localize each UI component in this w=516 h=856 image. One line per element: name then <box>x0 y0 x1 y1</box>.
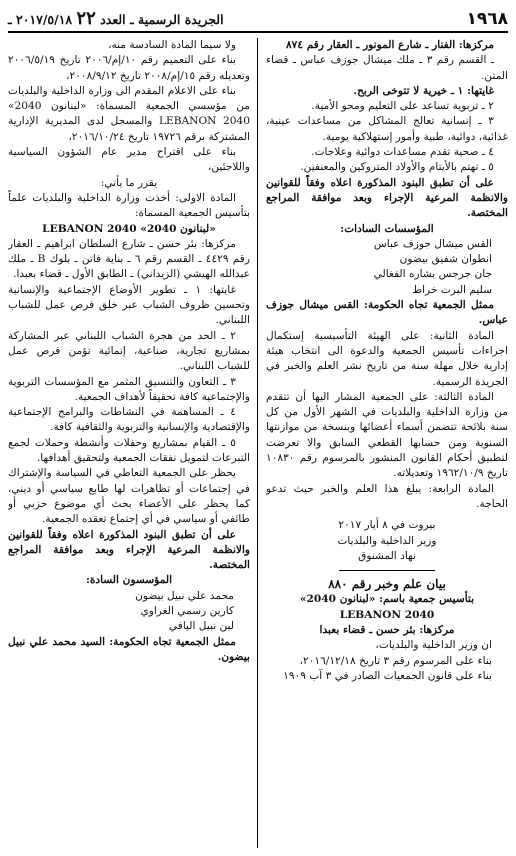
paragraph: على أن تطبق البنود المذكورة اعلاه وفقاً للقوانين والانظمة المرعية الإجراء وبعد موافقة المراجع المختصة. <box>8 528 250 572</box>
paragraph: انطوان شفيق بيضون <box>399 253 492 266</box>
paragraph: على أن تطبق البنود المذكورة اعلاه وفقاً للقوانين والانظمة المرعية الإجراء وبعد موافقة المراجع المختصة. <box>266 176 508 220</box>
paragraph: مركزها: بئر حسن ـ شارع السلطان ابراهيم ـ العقار رقم ٤٤٢٩ ـ القسم رقم ٦ ـ بناية فاتن ـ بلوك B ـ ملك عبدالله الهيشي (الزيداني) ـ الطابق الأول ـ قضاء بعبدا. <box>8 237 250 281</box>
paragraph: المادة الثالثة: على الجمعية المشار اليها أن تتقدم من وزارة الداخلية والبلديات في الشهر الأول من كل سنة بلائحة تتضمن أسماء أعضائها وبنسخة من موازنتها السنوية ومن حسابها القطعي السابق والا تعرضت لتطبيق أحكام القانون المنشور بالمرسوم رقم ١٠٨٣٠ تاريخ ١٩٦٢/١٠/٩ وتعديلاته. <box>266 390 508 480</box>
paragraph: «لبنانون 2040» LEBANON 2040 <box>42 222 216 235</box>
separator-rule <box>339 570 436 571</box>
column-divider <box>257 38 258 848</box>
issue-date: ٢٠١٧/٥/١٨ ـ <box>8 12 73 27</box>
paragraph: المؤسسات السادات: <box>340 222 434 235</box>
paragraph: بناء على اقتراح مدير عام الشؤون السياسية واللاجئين، <box>8 146 250 174</box>
gazette-title <box>8 8 224 29</box>
paragraph: ممثل الجمعية تجاه الحكومة: القس ميشال جوزف عباس. <box>266 299 508 327</box>
notice-subject: بتأسيس جمعية باسم: «لبنانون 2040» <box>299 593 475 606</box>
notice-line: بناء على قانون الجمعيات الصادر في ٣ آب ١٩٠٩ <box>283 669 492 682</box>
gazette-name: الجريدة الرسمية ـ العدد <box>100 12 224 27</box>
paragraph: المادة الرابعة: يبلغ هذا العلم والخبر حيث تدعو الحاجة. <box>266 482 508 510</box>
paragraph: محمد علي نبيل بيضون <box>135 589 234 602</box>
paragraph: بناء على التعميم رقم ١٠/إم/٢٠٠٦ تاريخ ٢٠٠٦/٥/١٩ وتعديله رقم ١٥/إم/٢٠٠٨ تاريخ ٢٠٠٨/٩/١٢، <box>8 54 250 82</box>
paragraph: المؤسسون السادة: <box>85 574 173 587</box>
paragraph: سليم البرت خراط <box>412 283 492 296</box>
notice-line: ان وزير الداخلية والبلديات، <box>375 639 492 652</box>
paragraph: ٥ ـ تهتم بالأيتام والأولاد المتروكين والمعنفين. <box>300 161 494 174</box>
notice-latin-name: LEBANON 2040 <box>339 608 435 621</box>
paragraph: لين نبيل اليافي <box>168 620 234 633</box>
left-column <box>8 38 250 852</box>
signature-place-date: بيروت في ٨ أيار ٢٠١٧ <box>338 519 436 532</box>
paragraph: ـ القسم رقم ٣ ـ ملك ميشال جوزف عباس ـ قضاء المتن. <box>266 54 508 82</box>
paragraph: كارين رسمي الغراوي <box>140 604 234 617</box>
notice-880 <box>266 577 508 684</box>
notice-line: بناء على المرسوم رقم ٣ تاريخ ٢٠١٦/١٢/١٨، <box>299 654 492 667</box>
paragraph: المادة الاولى: أخذت وزارة الداخلية والبلديات علماً بتأسيس الجمعية المسماة: <box>8 191 250 220</box>
notice-heading: بيان علم وخبر رقم ٨٨٠ <box>328 577 446 592</box>
page-number: ١٩٦٨ <box>466 9 508 29</box>
paragraph: ممثل الجمعية تجاه الحكومة: السيد محمد علي نبيل بيضون. <box>8 635 250 663</box>
paragraph: ولا سيما المادة السادسة منه، <box>108 39 236 51</box>
paragraph: جان جرجس بشاره الفغالي <box>373 268 492 281</box>
signature-name: نهاد المشنوق <box>358 549 416 562</box>
paragraph: غايتها: ١ ـ تطوير الأوضاع الإجتماعية والإنسانية وتحسين ظروف الشباب عبر خلق فرص عمل للشباب اللبناني. <box>8 283 250 327</box>
issue-number: ٢٢ <box>76 8 96 29</box>
left-column-text <box>8 38 250 665</box>
notice-hq: مركزها: بئر حسن ـ قضاء بعبدا <box>319 623 455 636</box>
right-column-text <box>266 38 508 512</box>
page-header <box>8 5 508 33</box>
paragraph: ٥ ـ القيام بمشاريع وحفلات وأنشطة وحملات لجمع التبرعات لتمويل نفقات الجمعية ولتحقيق أهدافها. <box>8 436 250 465</box>
paragraph: يقرر ما يأتي: <box>100 176 158 189</box>
signature-title: وزير الداخلية والبلديات <box>337 534 437 547</box>
paragraph: ٣ ـ التعاون والتنسيق المثمر مع المؤسسات التربوية والإجتماعية كافة تحقيقاً لأهداف الجمعية. <box>8 375 250 403</box>
paragraph: يحظر على الجمعية التعاطي في السياسة والإشتراك في إجتماعات أو تظاهرات لها طابع سياسي أو ديني، كما يحظر على الأعضاء بحث أي موضوع حزبي أو طائفي أو سياسي في أي إجتماع تعقده الجمعية. <box>8 467 250 526</box>
paragraph: غايتها: ١ ـ خيرية لا تتوخى الربح. <box>353 84 494 97</box>
signature-block <box>266 518 508 564</box>
paragraph: ٣ ـ إنسانية تعالج المشاكل من مساعدات عينية، غذائية، دوائية، طبية وأمور إستهلاكية يومية. <box>266 115 508 143</box>
paragraph: بناء على الاعلام المقدم الى وزارة الداخلية والبلديات من مؤسسي الجمعية المسماة: «لبنانون 2040» LEBANON 2040 والمسجل لدى المديرية الإدارية المشتركة برقم ١٩٧٢٦ تاريخ ٢٠١٦/١٠/٢٤، <box>8 84 250 143</box>
paragraph: القس ميشال جوزف عباس <box>373 237 492 250</box>
paragraph: المادة الثانية: على الهيئة التأسيسية إستكمال اجراءات تأسيس الجمعية والدعوة الى انتخاب هيئة إدارية خلال مهلة سنة من تاريخ نشر العلم والخبر في الجريدة الرسمية. <box>266 329 508 388</box>
right-column <box>266 38 508 852</box>
paragraph: ٢ ـ تربوية تساعد على التعليم ومحو الأمية. <box>311 100 494 113</box>
paragraph: ٤ ـ صحية تقدم مساعدات دوائية وعلاجات. <box>311 146 494 159</box>
paragraph: ٢ ـ الحد من هجرة الشباب اللبناني عبر المشاركة بمشاريع تجارية، صناعية، إنمائية تؤمن فرص عمل للشباب اللبناني. <box>8 329 250 373</box>
paragraph: مركزها: الفنار ـ شارع المونور ـ العقار رقم ٨٧٤ <box>285 39 494 51</box>
paragraph: ٤ ـ المساهمة في النشاطات والبرامج الإجتماعية والإقتصادية والإنسانية والتربوية والثقافية كافة. <box>8 406 250 434</box>
